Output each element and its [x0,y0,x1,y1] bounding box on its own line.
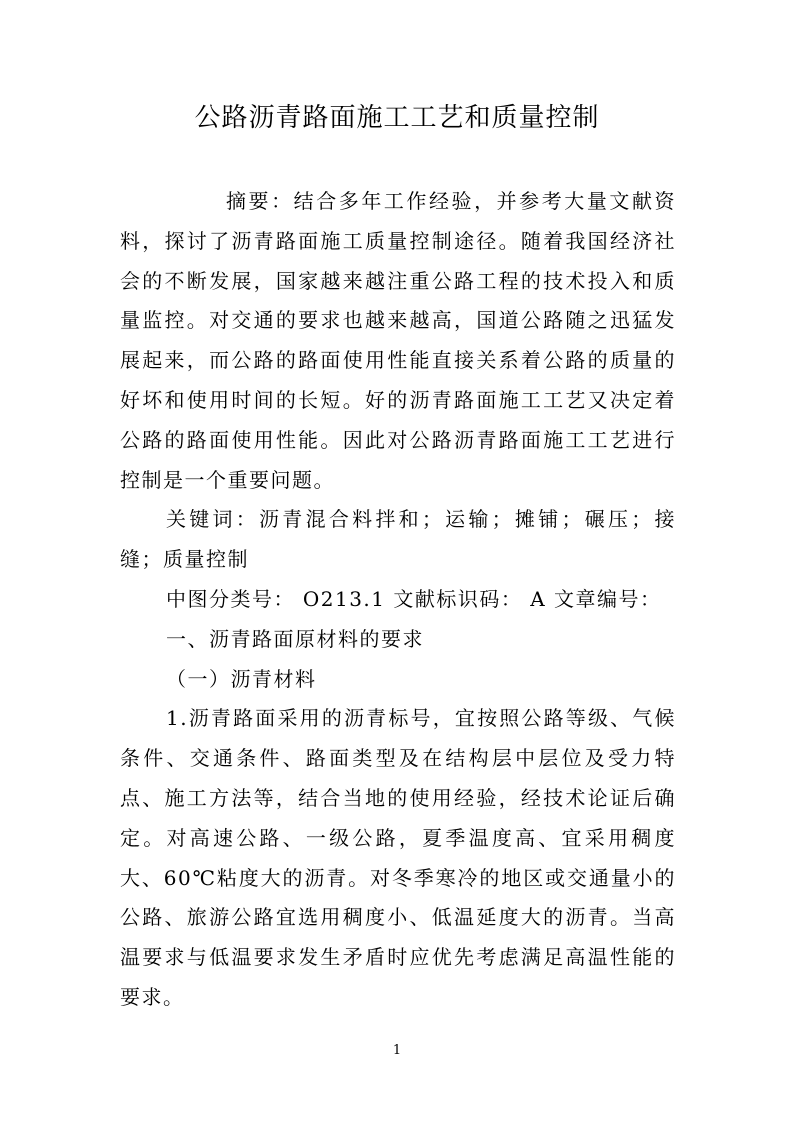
body-paragraph: 1.沥青路面采用的沥青标号，宜按照公路等级、气候条件、交通条件、路面类型及在结构层中层位及受力特点、施工方法等，结合当地的使用经验，经技术论证后确定。对高速公路、一级公路，夏季温度高、宜采用稠度大、60℃粘度大的沥青。对冬季寒冷的地区或交通量小的公路、旅游公路宜选用稠度小、低温延度大的沥青。当高温要求与低温要求发生矛盾时应优先考虑满足高温性能的要求。 [120,706,676,1009]
page-number: 1 [392,1043,402,1058]
subsection-heading: （一）沥青材料 [166,666,317,691]
classification-line: 中图分类号： O213.1 文献标识码： A 文章编号： [166,586,662,611]
abstract-paragraph: 摘要：结合多年工作经验，并参考大量文献资料，探讨了沥青路面施工质量控制途径。随着我国经济社会的不断发展，国家越来越注重公路工程的技术投入和质量监控。对交通的要求也越来越高，国道公路随之迅猛发展起来，而公路的路面使用性能直接关系着公路的质量的好坏和使用时间的长短。好的沥青路面施工工艺又决定着公路的路面使用性能。因此对公路沥青路面施工工艺进行控制是一个重要问题。 [120,189,676,492]
document-body [120,182,676,1018]
section-heading: 一、沥青路面原材料的要求 [166,626,424,651]
keywords-paragraph: 关键词：沥青混合料拌和；运输；摊铺；碾压；接缝；质量控制 [120,507,676,572]
document-title: 公路沥青路面施工工艺和质量控制 [194,103,600,133]
